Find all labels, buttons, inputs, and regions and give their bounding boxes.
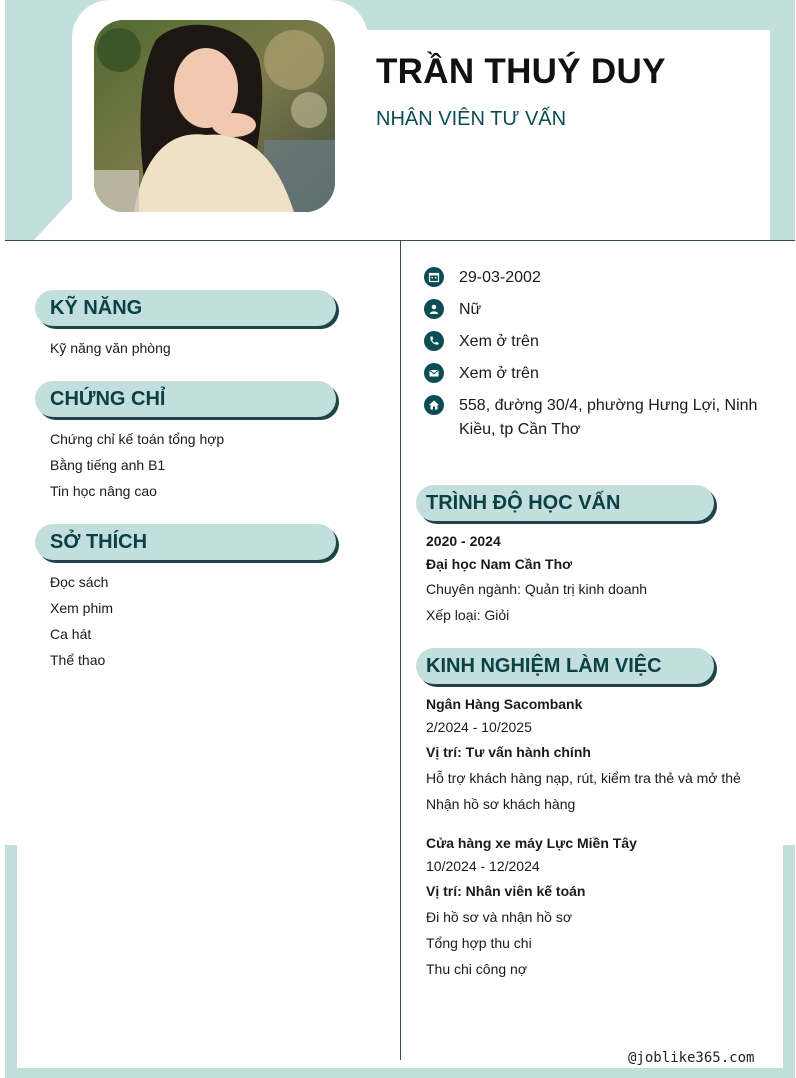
education-period: 2020 - 2024: [426, 533, 501, 549]
certificate-item: Chứng chỉ kế toán tổng hợp: [50, 431, 225, 447]
profile-photo: [94, 20, 335, 212]
email-icon: [424, 363, 444, 383]
birthdate-text: 29-03-2002: [459, 269, 541, 286]
job-title: NHÂN VIÊN TƯ VẤN: [376, 108, 567, 130]
job-task: Đi hồ sơ và nhận hồ sơ: [426, 909, 572, 925]
column-divider: [400, 241, 401, 1060]
address-text: [459, 394, 757, 442]
skill-item: Kỹ năng văn phòng: [50, 340, 171, 356]
calendar-icon: [424, 267, 444, 287]
contact-email: [424, 362, 539, 386]
experience-heading-text: KINH NGHIỆM LÀM VIỆC: [426, 654, 662, 677]
person-icon: [424, 299, 444, 319]
hobby-item: Thể thao: [50, 652, 106, 668]
gender-text: Nữ: [459, 301, 482, 318]
education-grade: Xếp loại: Giỏi: [426, 607, 510, 623]
contact-gender: [424, 298, 481, 322]
contact-birthdate: [424, 266, 541, 290]
job-period: 2/2024 - 10/2025: [426, 719, 532, 735]
header-notch: [34, 197, 74, 240]
home-icon: [424, 395, 444, 415]
skills-heading: [35, 290, 336, 326]
address-line-1: 558, đường 30/4, phường Hưng Lợi, Ninh: [459, 397, 758, 414]
contact-address: [424, 394, 757, 442]
candidate-name: TRẦN THUÝ DUY: [376, 52, 666, 91]
contact-phone: [424, 330, 539, 354]
email-text: Xem ở trên: [459, 365, 539, 382]
education-school: Đại học Nam Cần Thơ: [426, 556, 573, 572]
job-task: Hỗ trợ khách hàng nạp, rút, kiểm tra thẻ và mở thẻ: [426, 770, 741, 786]
skills-heading-text: KỸ NĂNG: [50, 296, 143, 319]
frame-right: [783, 845, 795, 1078]
job-task: Thu chi công nợ: [426, 961, 528, 977]
hobbies-heading-text: SỞ THÍCH: [50, 530, 148, 553]
education-heading: [416, 485, 714, 521]
certificate-item: Bằng tiếng anh B1: [50, 457, 166, 473]
phone-text: Xem ở trên: [459, 333, 539, 350]
job-task: Tổng hợp thu chi: [426, 935, 532, 951]
certificates-heading-text: CHỨNG CHỈ: [50, 387, 166, 410]
address-line-2: Kiều, tp Cần Thơ: [459, 421, 581, 438]
phone-icon: [424, 331, 444, 351]
certificate-item: Tin học nâng cao: [50, 483, 157, 499]
job-task: Nhận hồ sơ khách hàng: [426, 796, 576, 812]
job-position: Vị trí: Nhân viên kế toán: [426, 883, 586, 899]
frame-left: [5, 845, 17, 1078]
hobby-item: Đọc sách: [50, 574, 109, 590]
hobby-item: Xem phim: [50, 600, 114, 616]
hobby-item: Ca hát: [50, 626, 92, 642]
job-company: Ngân Hàng Sacombank: [426, 696, 583, 712]
certificates-heading: [35, 381, 336, 417]
job-company: Cửa hàng xe máy Lực Miền Tây: [426, 835, 637, 851]
job-position: Vị trí: Tư vấn hành chính: [426, 744, 591, 760]
experience-heading: [416, 648, 714, 684]
education-heading-text: TRÌNH ĐỘ HỌC VẤN: [426, 491, 621, 514]
frame-bottom: [5, 1068, 795, 1078]
education-major: Chuyên ngành: Quản trị kinh doanh: [426, 581, 648, 597]
watermark: @joblike365.com: [628, 1050, 755, 1066]
hobbies-heading: [35, 524, 336, 560]
job-period: 10/2024 - 12/2024: [426, 858, 540, 874]
